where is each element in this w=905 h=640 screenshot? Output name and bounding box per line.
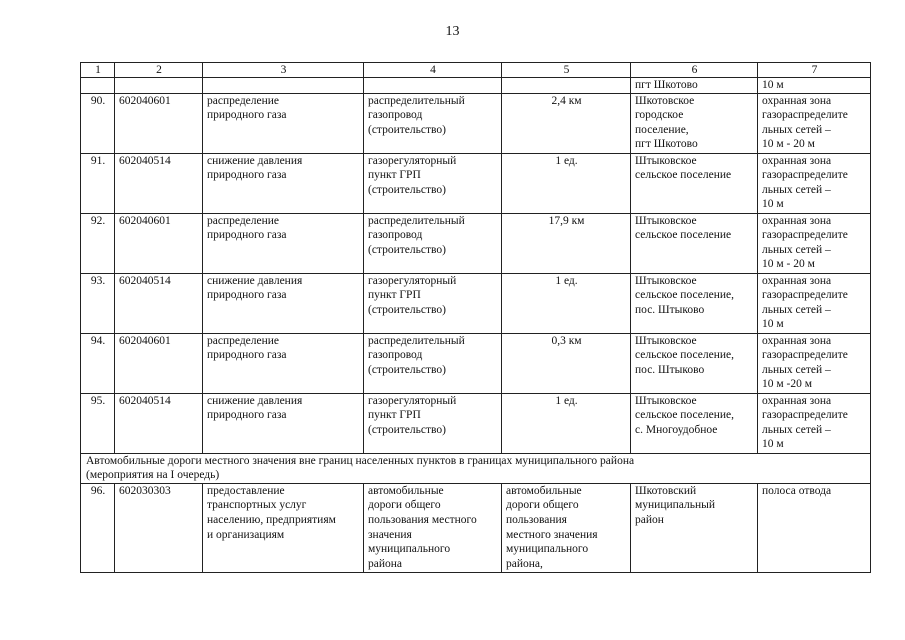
object-cell: распределительный газопровод (строительство) xyxy=(364,213,502,273)
object-cell: автомобильные дороги общего пользования местного значения муниципального района xyxy=(364,483,502,572)
row-number-cell: 92. xyxy=(81,213,115,273)
column-header: 4 xyxy=(364,63,502,78)
purpose-cell: снижение давления природного газа xyxy=(203,273,364,333)
column-header: 7 xyxy=(758,63,871,78)
row-number-cell: 93. xyxy=(81,273,115,333)
row-number-cell: 94. xyxy=(81,333,115,393)
column-header: 1 xyxy=(81,63,115,78)
column-header: 6 xyxy=(631,63,758,78)
table-row xyxy=(81,333,871,393)
table-cell xyxy=(502,78,631,94)
quantity-cell: автомобильные дороги общего пользования местного значения муниципального района, xyxy=(502,483,631,572)
data-table xyxy=(80,62,871,573)
row-number-cell: 90. xyxy=(81,93,115,153)
table-cell xyxy=(203,78,364,94)
quantity-cell: 1 ед. xyxy=(502,273,631,333)
purpose-cell: распределение природного газа xyxy=(203,333,364,393)
purpose-cell: распределение природного газа xyxy=(203,93,364,153)
section-title: Автомобильные дороги местного значения вне границ населенных пунктов в границах муниципального района (мероприятия на I очередь) xyxy=(81,453,871,483)
quantity-cell: 0,3 км xyxy=(502,333,631,393)
zone-cell: полоса отвода xyxy=(758,483,871,572)
table-cell xyxy=(115,78,203,94)
header-row xyxy=(81,63,871,78)
code-cell: 602040601 xyxy=(115,213,203,273)
row-number-cell: 96. xyxy=(81,483,115,572)
quantity-cell: 1 ед. xyxy=(502,153,631,213)
object-cell: газорегуляторный пункт ГРП (строительство) xyxy=(364,153,502,213)
location-cell: Штыковское сельское поселение xyxy=(631,213,758,273)
table-cell: 10 м xyxy=(758,78,871,94)
location-cell: Штыковское сельское поселение, с. Многоудобное xyxy=(631,393,758,453)
quantity-cell: 2,4 км xyxy=(502,93,631,153)
table-cell xyxy=(364,78,502,94)
row-number-cell: 95. xyxy=(81,393,115,453)
location-cell: Шкотовский муниципальный район xyxy=(631,483,758,572)
zone-cell: охранная зона газораспределите льных сетей – 10 м -20 м xyxy=(758,333,871,393)
table-cell: пгт Шкотово xyxy=(631,78,758,94)
continuation-row xyxy=(81,78,871,94)
table-row xyxy=(81,273,871,333)
table-cell xyxy=(81,78,115,94)
code-cell: 602040514 xyxy=(115,273,203,333)
row-number-cell: 91. xyxy=(81,153,115,213)
page-number: 13 xyxy=(445,24,460,39)
purpose-cell: предоставление транспортных услуг населению, предприятиям и организациям xyxy=(203,483,364,572)
column-header: 2 xyxy=(115,63,203,78)
location-cell: Штыковское сельское поселение, пос. Штыково xyxy=(631,273,758,333)
code-cell: 602040514 xyxy=(115,153,203,213)
quantity-cell: 1 ед. xyxy=(502,393,631,453)
zone-cell: охранная зона газораспределите льных сетей – 10 м - 20 м xyxy=(758,213,871,273)
table-row xyxy=(81,483,871,572)
purpose-cell: снижение давления природного газа xyxy=(203,153,364,213)
section-header-row xyxy=(81,453,871,483)
code-cell: 602040514 xyxy=(115,393,203,453)
location-cell: Штыковское сельское поселение, пос. Штыково xyxy=(631,333,758,393)
code-cell: 602030303 xyxy=(115,483,203,572)
zone-cell: охранная зона газораспределите льных сетей – 10 м xyxy=(758,273,871,333)
code-cell: 602040601 xyxy=(115,333,203,393)
purpose-cell: снижение давления природного газа xyxy=(203,393,364,453)
object-cell: газорегуляторный пункт ГРП (строительство) xyxy=(364,273,502,333)
zone-cell: охранная зона газораспределите льных сетей – 10 м xyxy=(758,153,871,213)
table-row xyxy=(81,393,871,453)
table-row xyxy=(81,153,871,213)
object-cell: газорегуляторный пункт ГРП (строительство) xyxy=(364,393,502,453)
quantity-cell: 17,9 км xyxy=(502,213,631,273)
table-row xyxy=(81,213,871,273)
column-header: 3 xyxy=(203,63,364,78)
zone-cell: охранная зона газораспределите льных сетей – 10 м xyxy=(758,393,871,453)
table-row xyxy=(81,93,871,153)
zone-cell: охранная зона газораспределите льных сетей – 10 м - 20 м xyxy=(758,93,871,153)
location-cell: Шкотовское городское поселение, пгт Шкотово xyxy=(631,93,758,153)
object-cell: распределительный газопровод (строительство) xyxy=(364,93,502,153)
code-cell: 602040601 xyxy=(115,93,203,153)
object-cell: распределительный газопровод (строительство) xyxy=(364,333,502,393)
column-header: 5 xyxy=(502,63,631,78)
purpose-cell: распределение природного газа xyxy=(203,213,364,273)
location-cell: Штыковское сельское поселение xyxy=(631,153,758,213)
